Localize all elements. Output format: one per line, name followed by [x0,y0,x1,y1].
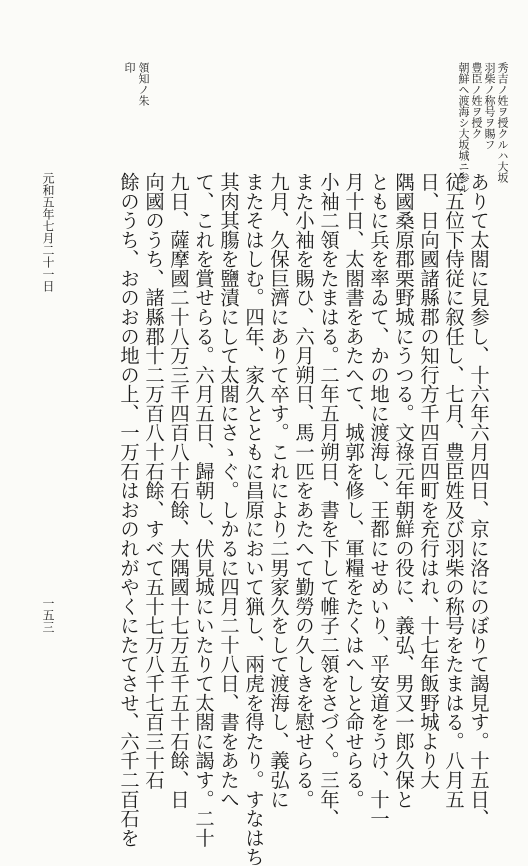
body-line: また小袖を賜ひ、六月朔日、馬一匹をあたへて勤勞の久しきを慰せらる。 [292,172,315,809]
body-line: て、これを賞せらる。六月五日、歸朝し、伏見城にいたりて太閤に謁す。二十 [192,172,215,848]
body-line: 九月、久保巨濟にありて卒す。これにより二男家久をして渡海し、義弘に [267,172,290,809]
body-line: 従五位下侍従に叙任し、七月、豊臣姓及び羽柴の称号をたまはる。八月五 [442,172,465,809]
body-line: 九日、薩摩國二十八万三千四百八十石餘、大隅國十七万五千五十石餘、日 [167,172,190,809]
body-line: 日、日向國諸縣郡の知行方千四百四町を充行はれ、十七年飯野城より大 [417,172,440,790]
body-line: ともに兵を率ゐて、かの地に渡海し、王都にせめいり、平安道をうけ、十一 [367,172,390,828]
header-note: 秀吉ノ姓ヲ授クルハ大坂 [496,62,509,183]
body-line: 小袖二領をたまはる。二年五月朔日、書を下して帷子二領をさづく。三年、 [317,172,340,828]
body-line: 其肉其膓を鹽漬にして太閤にさゝぐ。しかるに四月二十八日、書をあたへ [217,172,240,809]
body-line: 隅國桑原郡栗野城にうつる。文祿元年朝鮮の役に、義弘、男又一郎久保と [392,172,415,809]
page-number: 一五三 [41,597,55,633]
body-line: 月十日、太閤書をあたへて、城郭を修し、軍糧をたくはへしと命せらる。 [342,172,365,809]
body-line: ありて太閤に見参し、十六年六月四日、京に洛にのぼりて謁見す。十五日、 [467,172,490,828]
header-note: 朝鮮ヘ渡海シ大坂城ニ参ル [457,62,470,194]
header-note: 羽柴ノ称号ヲ賜フ [483,62,496,150]
body-line: またそはしむ。四年、家久とともに昌原において猟し、兩虎を得たり。すなはち [242,172,265,866]
header-note: 印 [123,62,136,73]
date-line: 元和五年七月二十一日 [41,172,55,292]
body-line: 餘のうち、おのおの地の上、一万石はおのれがやくにたてさせ、六千二百石を [117,172,140,848]
body-line: 向國のうち、諸縣郡十二万百八十石餘、すべて五十七万八千七百三十石 [142,172,165,790]
header-note: 豊臣ノ姓ヲ授ク [470,62,483,139]
header-note: 領知ノ朱 [137,62,150,106]
